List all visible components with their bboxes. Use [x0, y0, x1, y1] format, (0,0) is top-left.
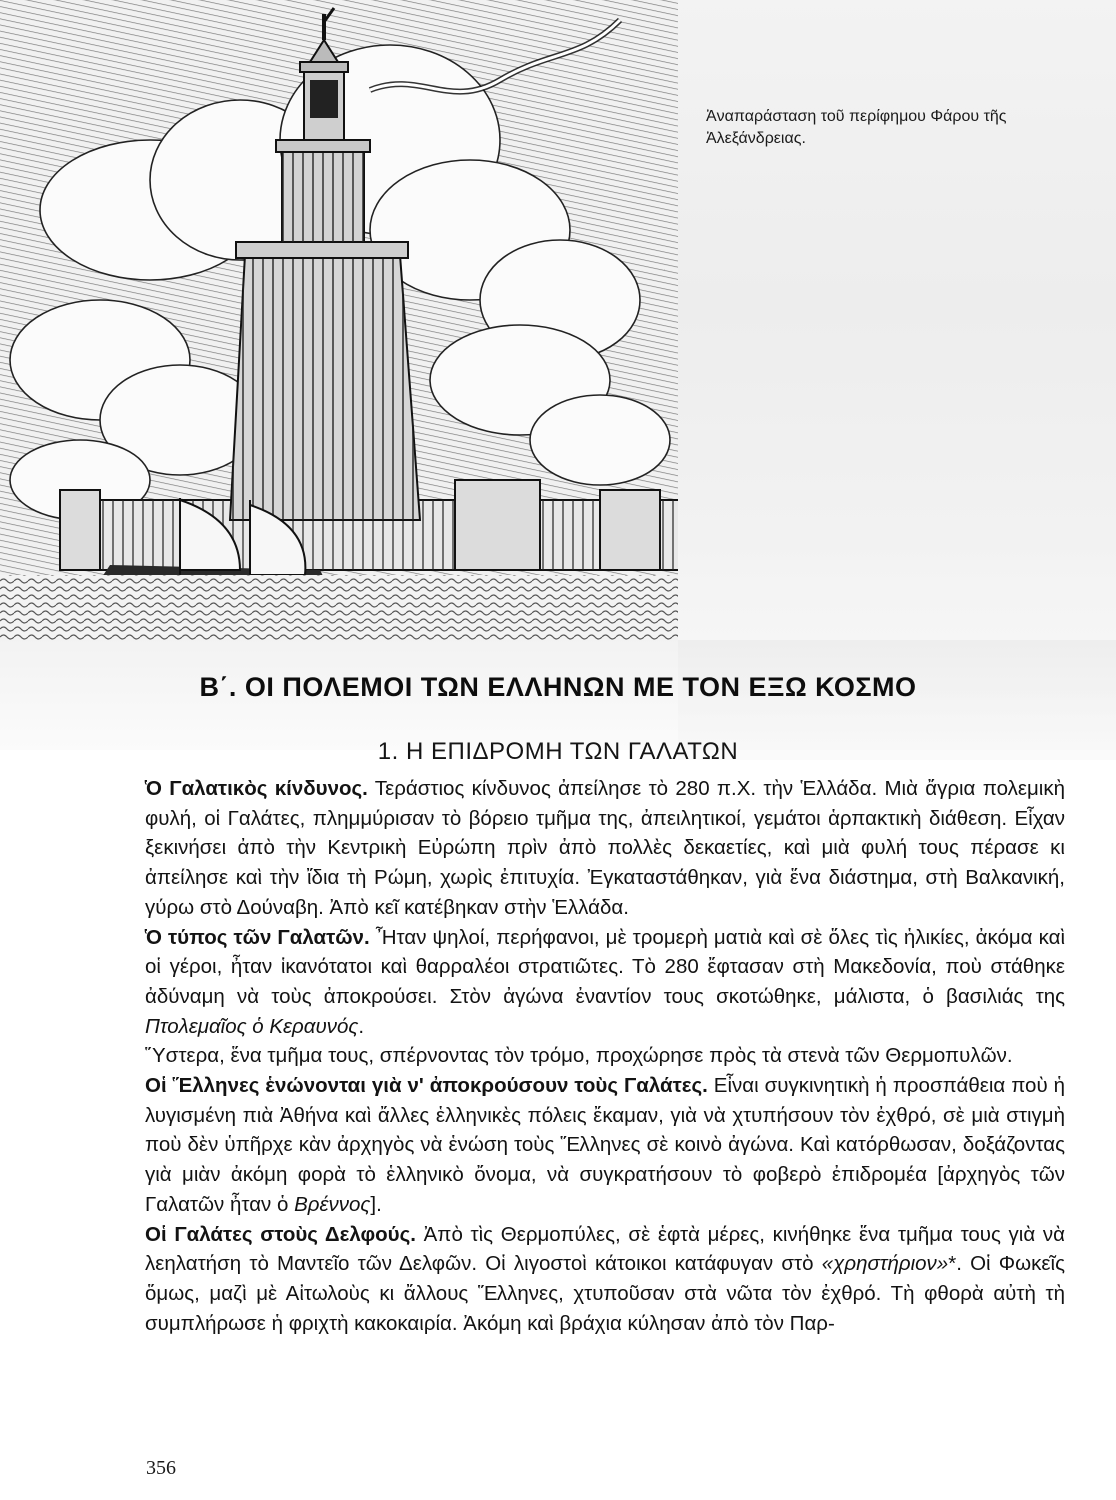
italic-name: Πτολεμαῖος ὁ Κεραυνός	[145, 1014, 359, 1038]
paragraph-heading: Ὁ Γαλατικὸς κίνδυνος.	[145, 777, 368, 800]
paragraph-text: Ὕστερα, ἕνα τμῆμα τους, σπέρνοντας τὸν τρόμο, προχώρησε πρὸς τὰ στενὰ τῶν Θερμοπυλῶν.	[145, 1044, 1013, 1068]
paragraph-text: Εἶναι συγκινητικὴ ἡ προσπάθεια ποὺ ἡ λυγισμένη πιὰ Ἀθήνα καὶ ἄλλες ἑλληνικὲς πόλεις ἔκαμαν, γιὰ νὰ χτυπήσουν τὸν ἐχθρό, σὲ μιὰ στιγμὴ ποὺ δὲν ὑπῆρχε κὰν ἀρχηγὸς νὰ ἑνώση τοὺς Ἕλληνες σὲ κοινὸ ἀγώνα. Καὶ κατόρθωσαν, δοξάζοντας γιὰ μιὰν ἀκόμη φορὰ τὸ ἑλληνικὸ ὄνομα, νὰ συγκρατήσουν τὸ φοβερὸ ἐπιδρομέα [ἀρχηγὸς τῶν Γαλατῶν ἦταν ὁ	[145, 1074, 1065, 1216]
paragraph	[145, 1041, 1065, 1071]
lighthouse-illustration	[0, 0, 678, 640]
paragraph-text: Ἀπὸ τὶς Θερμοπύλες, σὲ ἑφτὰ μέρες, κινήθηκε ἕνα τμῆμα τους γιὰ νὰ λεηλατήση τὸ Μαντεῖο τῶν Δελφῶν. Οἱ λιγοστοὶ κάτοικοι κατάφυγαν στὸ	[145, 1222, 1065, 1276]
paragraph	[145, 1071, 1065, 1220]
lighthouse-drawing	[0, 0, 678, 640]
section-title: Β΄. ΟΙ ΠΟΛΕΜΟΙ ΤΩΝ ΕΛΛΗΝΩΝ ΜΕ ΤΟΝ ΕΞΩ ΚΟΣΜΟ	[199, 672, 917, 702]
paragraph-heading: Ὁ τύπος τῶν Γαλατῶν.	[145, 925, 370, 949]
body-text	[145, 774, 1065, 1338]
paragraph	[145, 1220, 1065, 1339]
paragraph-heading: Οἱ Γαλάτες στοὺς Δελφούς.	[145, 1222, 416, 1246]
italic-name: Βρέννος	[294, 1192, 371, 1216]
figure-caption: Ἀναπαράσταση τοῦ περίφημου Φάρου τῆς Ἀλεξάνδρειας.	[706, 108, 1007, 147]
paragraph-text-end: ].	[370, 1192, 382, 1216]
paragraph	[145, 774, 1065, 923]
paragraph-heading: Οἱ Ἕλληνες ἑνώνονται γιὰ ν' ἀποκρούσουν τοὺς Γαλάτες.	[145, 1074, 708, 1098]
paragraph	[145, 923, 1065, 1042]
paragraph-text: Τεράστιος κίνδυνος ἀπείλησε τὸ 280 π.Χ. τὴν Ἑλλάδα. Μιὰ ἄγρια πολεμικὴ φυλή, οἱ Γαλάτες, πλημμύρισαν τὸ βόρειο τμῆμα της, ἀπειλητικοί, γεμάτοι ἁρπακτικὴ διάθεση. Εἶχαν ξεκινήσει ἀπὸ τὴν Κεντρικὴ Εὐρώπη πρὶν ἀπὸ πολλὲς δεκαετίες, καὶ μιὰ φυλή τους πέρασε κι ἀπείλησε καὶ τὴν ἴδια τὴ Ρώμη, χωρὶς ἐπιτυχία. Ἐγκαταστάθηκαν, γιὰ ἕνα διάστημα, στὴ Βαλκανική, γύρω στὸ Δούναβη. Ἀπὸ κεῖ κατέβηκαν στὴν Ἑλλάδα.	[145, 777, 1065, 919]
italic-term: «χρηστήριον»	[821, 1252, 949, 1276]
subsection-title: 1. Η ΕΠΙΔΡΟΜΗ ΤΩΝ ΓΑΛΑΤΩΝ	[377, 738, 739, 765]
paragraph-text: Ἦταν ψηλοί, περήφανοι, μὲ τρομερὴ ματιὰ καὶ σὲ ὅλες τὶς ἡλικίες, ἀκόμα καὶ οἱ γέροι, ἦταν ἱκανότατοι καὶ θαρραλέοι στρατιῶτες. Τὸ 280 ἔφτασαν στὴ Μακεδονία, ποὺ στάθηκε ἀδύναμη νὰ τοὺς ἀποκρούσει. Στὸν ἀγώνα ἐναντίον τους σκοτώθηκε, μάλιστα, ὁ βασιλιάς της	[145, 925, 1065, 1008]
paragraph-text-end: .	[358, 1014, 365, 1038]
page-number: 356	[146, 1457, 176, 1479]
paragraph-text-end: *. Οἱ Φωκεῖς ὅμως, μαζὶ μὲ Αἰτωλοὺς κι ἄλλους Ἕλληνες, χτυποῦσαν στὰ νῶτα τὸν ἐχθρό. Τὴ φθορὰ αὐτὴ τὴ συμπλήρωσε ἡ φριχτὴ κακοκαιρία. Ἀκόμη καὶ βράχια κύλησαν ἀπὸ τὸν Παρ-	[145, 1252, 1065, 1335]
